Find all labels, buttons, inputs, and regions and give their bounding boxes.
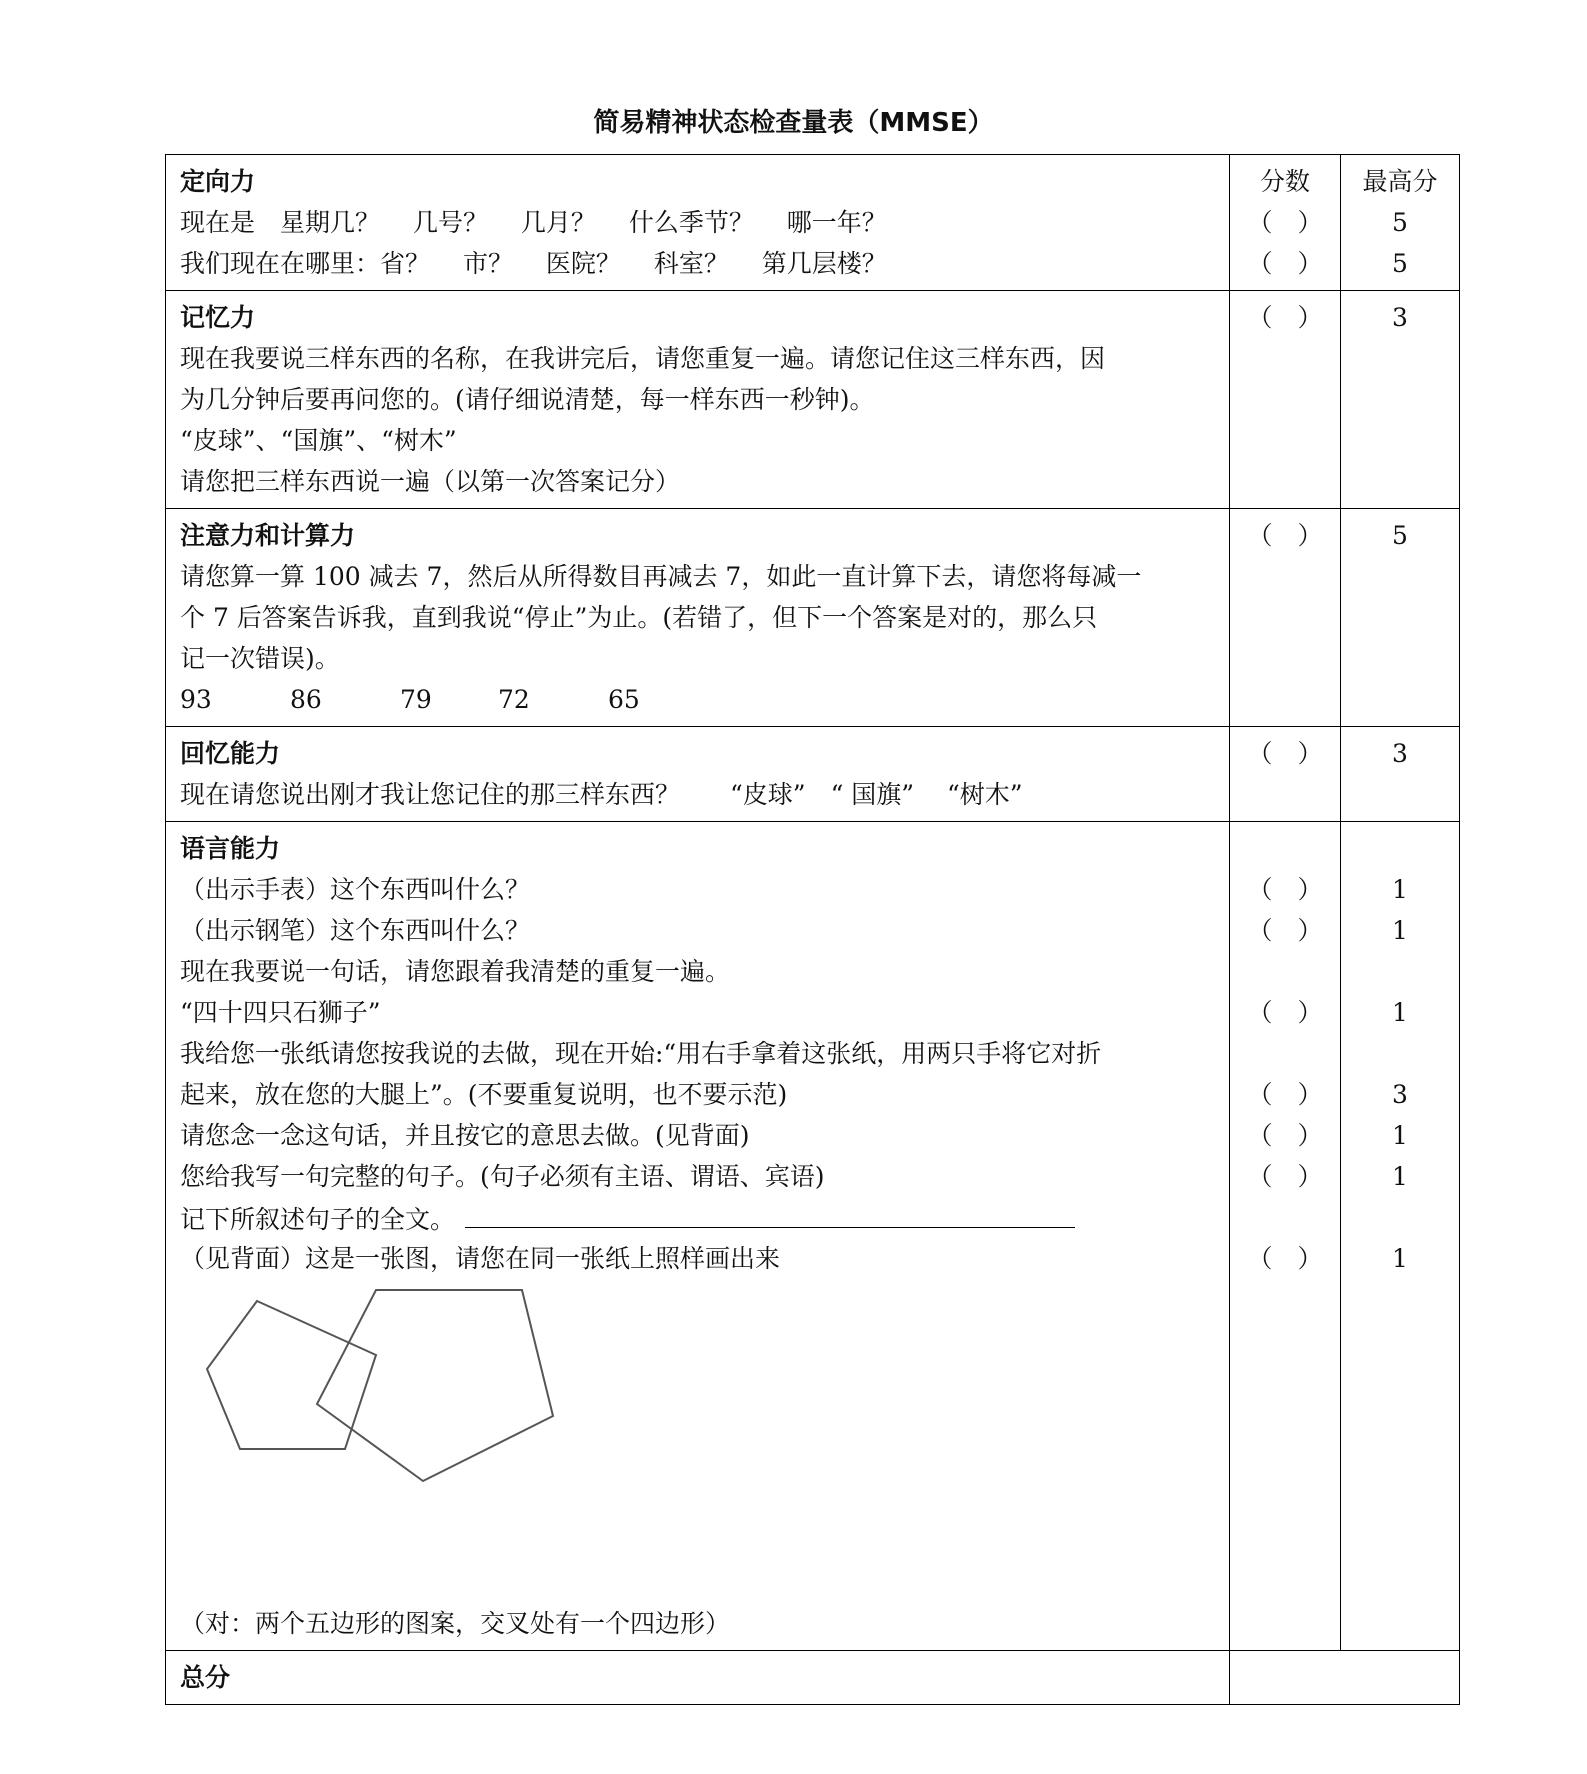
answer-value: 79 — [400, 685, 432, 714]
question-line: 现在是 星期几？ 几号？ 几月？ 什么季节？ 哪一年？ — [180, 208, 887, 237]
section-heading: 回忆能力 — [180, 739, 281, 768]
question-line: 请您念一念这句话，并且按它的意思去做。(见背面) — [180, 1121, 750, 1150]
question-line: 现在我要说一句话，请您跟着我清楚的重复一遍。 — [180, 957, 731, 986]
max-score: 1 — [1392, 1244, 1408, 1273]
section-heading: 注意力和计算力 — [180, 521, 356, 550]
total-score-cell[interactable] — [1230, 1651, 1460, 1705]
section-recall — [166, 727, 1460, 822]
section-heading: 语言能力 — [180, 834, 281, 863]
question-line: （出示手表）这个东西叫什么？ — [180, 875, 531, 904]
question-line: 我们现在在哪里：省？ 市？ 医院？ 科室？ 第几层楼？ — [180, 249, 887, 278]
question-line: “四十四只石狮子” — [180, 998, 381, 1027]
section-orientation — [166, 155, 1460, 291]
left-pentagon — [207, 1301, 376, 1449]
total-label: 总分 — [180, 1663, 231, 1692]
max-score: 1 — [1392, 998, 1408, 1027]
question-line: （见背面）这是一张图，请您在同一张纸上照样画出来 — [180, 1244, 781, 1273]
section-memory — [166, 291, 1460, 509]
answer-value: 93 — [180, 685, 212, 714]
score-blank[interactable]: （ ） — [1247, 1121, 1323, 1150]
score-blank[interactable]: （ ） — [1247, 1080, 1323, 1109]
score-blank[interactable]: （ ） — [1247, 249, 1323, 278]
score-blank[interactable]: （ ） — [1247, 739, 1323, 768]
score-blank[interactable]: （ ） — [1247, 208, 1323, 237]
question-line: 请您把三样东西说一遍（以第一次答案记分） — [180, 467, 681, 496]
total-row — [166, 1651, 1460, 1705]
max-score: 3 — [1392, 303, 1408, 332]
sentence-write-line[interactable] — [465, 1197, 1075, 1228]
max-score: 3 — [1392, 1080, 1408, 1109]
score-blank[interactable]: （ ） — [1247, 521, 1323, 550]
figure-note: （对：两个五边形的图案，交叉处有一个四边形） — [180, 1609, 731, 1638]
question-line: “皮球”、“国旗”、“树木” — [180, 426, 457, 455]
max-score: 1 — [1392, 875, 1408, 904]
question-line: 个 7 后答案告诉我，直到我说“停止”为止。(若错了，但下一个答案是对的，那么只 — [180, 603, 1098, 632]
question-line: 现在我要说三样东西的名称，在我讲完后，请您重复一遍。请您记住这三样东西，因 — [180, 344, 1106, 373]
sentence-record-line — [180, 1197, 1217, 1238]
question-line: （出示钢笔）这个东西叫什么？ — [180, 916, 531, 945]
max-score: 5 — [1392, 521, 1408, 550]
page-title: 简易精神状态检查量表（MMSE） — [593, 108, 994, 138]
question-line: 请您算一算 100 减去 7，然后从所得数目再减去 7，如此一直计算下去，请您将每减一 — [180, 562, 1142, 591]
question-text: 记下所叙述句子的全文。 — [180, 1205, 456, 1234]
question-line: 起来，放在您的大腿上”。(不要重复说明，也不要示范) — [180, 1080, 788, 1109]
question-line: 现在请您说出刚才我让您记住的那三样东西？ “皮球” “ 国旗” “树木” — [180, 780, 1023, 809]
score-blank[interactable]: （ ） — [1247, 998, 1323, 1027]
section-attention — [166, 509, 1460, 727]
mmse-table — [165, 154, 1460, 1705]
score-header: 分数 — [1259, 167, 1310, 196]
max-score: 1 — [1392, 916, 1408, 945]
answer-value: 72 — [498, 685, 530, 714]
max-header: 最高分 — [1362, 167, 1438, 196]
max-score: 1 — [1392, 1162, 1408, 1191]
section-heading: 定向力 — [180, 167, 256, 196]
max-score: 3 — [1392, 739, 1408, 768]
max-score: 5 — [1392, 208, 1408, 237]
question-line: 为几分钟后要再问您的。(请仔细说清楚，每一样东西一秒钟)。 — [180, 385, 875, 414]
pentagon-figure-area — [180, 1279, 1217, 1603]
right-pentagon — [317, 1290, 553, 1481]
section-heading: 记忆力 — [180, 303, 256, 332]
score-blank[interactable]: （ ） — [1247, 1162, 1323, 1191]
subtraction-answers — [180, 679, 1217, 720]
answer-value: 65 — [608, 685, 640, 714]
max-score: 1 — [1392, 1121, 1408, 1150]
answer-value: 86 — [290, 685, 322, 714]
max-score: 5 — [1392, 249, 1408, 278]
intersecting-pentagons-figure — [190, 1289, 590, 1589]
question-line: 您给我写一句完整的句子。(句子必须有主语、谓语、宾语) — [180, 1162, 825, 1191]
question-line: 我给您一张纸请您按我说的去做，现在开始:“用右手拿着这张纸，用两只手将它对折 — [180, 1039, 1102, 1068]
score-blank[interactable]: （ ） — [1247, 875, 1323, 904]
score-blank[interactable]: （ ） — [1247, 916, 1323, 945]
section-language — [166, 822, 1460, 1651]
score-blank[interactable]: （ ） — [1247, 1244, 1323, 1273]
question-line: 记一次错误)。 — [180, 644, 340, 673]
score-blank[interactable]: （ ） — [1247, 303, 1323, 332]
